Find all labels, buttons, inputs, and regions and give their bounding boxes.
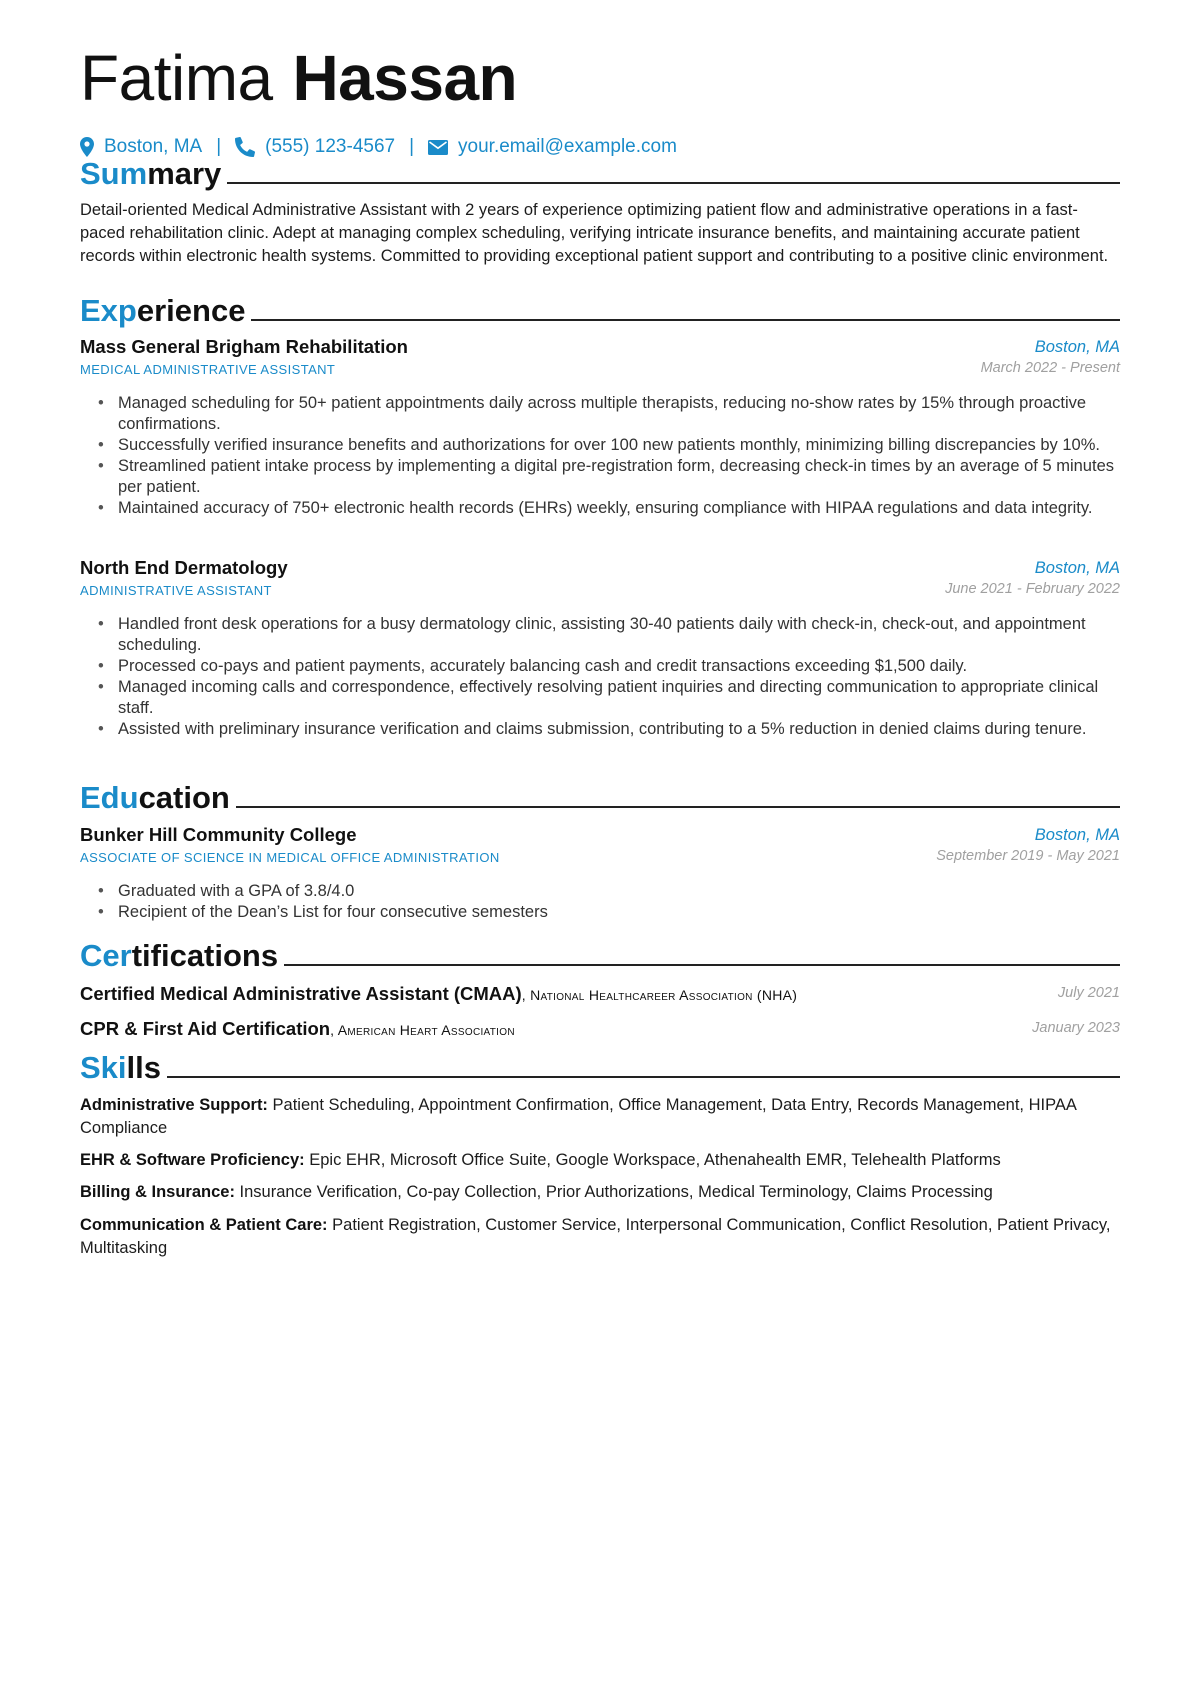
skill-text: Patient Registration, Customer Service, Interpersonal Communication, Conflict Resolution, Patient Privacy, Multitasking <box>80 1216 1111 1257</box>
certification-name: CPR & First Aid Certification <box>80 1018 331 1039</box>
education-bullets <box>104 881 1120 923</box>
last-name: Hassan <box>292 42 518 114</box>
skill-label: Administrative Support: <box>80 1096 268 1114</box>
first-name: Fatima <box>80 42 273 114</box>
job-bullets <box>104 393 1120 519</box>
skill-line <box>80 1149 1120 1172</box>
skill-label: EHR & Software Proficiency: <box>80 1151 305 1169</box>
skill-label: Billing & Insurance: <box>80 1183 235 1201</box>
skill-text: Epic EHR, Microsoft Office Suite, Google Workspace, Athenahealth EMR, Telehealth Platforms <box>309 1151 1001 1169</box>
school-location: Boston, MA <box>1034 826 1120 844</box>
skill-line <box>80 1181 1120 1204</box>
skills-heading: Ski lls <box>80 1050 1120 1086</box>
certification-item: Certified Medical Administrative Assistant (CMAA), National Healthcareer Association (NHA) July 2021 <box>80 983 1120 1004</box>
certification-issuer: American Heart Association <box>337 1022 515 1038</box>
certification-date: January 2023 <box>1032 1020 1120 1036</box>
list-item: • Maintained accuracy of 750+ electronic health records (EHRs) weekly, ensuring compliance with HIPAA regulations and data integrity. <box>104 498 1120 519</box>
list-item: • Streamlined patient intake process by implementing a digital pre-registration form, decreasing check-in times by an average of 5 minutes per patient. <box>104 456 1120 498</box>
skill-label: Communication & Patient Care: <box>80 1216 328 1234</box>
job-role: MEDICAL ADMINISTRATIVE ASSISTANT <box>80 362 336 377</box>
job-dates: June 2021 - February 2022 <box>945 581 1120 597</box>
certifications-heading: Cer tifications <box>80 938 1120 974</box>
school-name: Bunker Hill Community College <box>80 824 357 845</box>
candidate-name <box>80 38 517 119</box>
section-rule <box>227 182 1120 184</box>
list-item: • Managed scheduling for 50+ patient appointments daily across multiple therapists, reducing no-show rates by 15% through proactive confirmations. <box>104 393 1120 435</box>
certification-issuer: National Healthcareer Association (NHA) <box>530 987 798 1003</box>
skill-line <box>80 1214 1120 1260</box>
list-item: • Recipient of the Dean’s List for four consecutive semesters <box>104 902 1120 923</box>
skill-text: Insurance Verification, Co-pay Collection, Prior Authorizations, Medical Terminology, Claims Processing <box>239 1183 993 1201</box>
job-location: Boston, MA <box>1034 559 1120 577</box>
envelope-icon <box>428 140 448 155</box>
phone-icon <box>235 137 255 157</box>
skill-line <box>80 1094 1120 1140</box>
map-pin-icon <box>80 137 94 157</box>
job-location: Boston, MA <box>1034 338 1120 356</box>
section-rule <box>284 964 1120 966</box>
skill-text: Patient Scheduling, Appointment Confirmation, Office Management, Data Entry, Records Management, HIPAA Compliance <box>80 1096 1076 1137</box>
summary-heading: Sum mary <box>80 156 1120 192</box>
section-rule <box>167 1076 1120 1078</box>
degree-name: ASSOCIATE OF SCIENCE IN MEDICAL OFFICE ADMINISTRATION <box>80 850 500 865</box>
list-item: • Processed co-pays and patient payments, accurately balancing cash and credit transactions exceeding $1,500 daily. <box>104 656 1120 677</box>
list-item: • Assisted with preliminary insurance verification and claims submission, contributing to a 5% reduction in denied claims during tenure. <box>104 719 1120 740</box>
phone-text: (555) 123-4567 <box>265 136 396 157</box>
list-item: • Managed incoming calls and correspondence, effectively resolving patient inquiries and directing communication to appropriate clinical staff. <box>104 677 1120 719</box>
contact-phone[interactable] <box>235 136 395 158</box>
job-organization: North End Dermatology <box>80 557 288 578</box>
job-organization: Mass General Brigham Rehabilitation <box>80 336 408 357</box>
certification-date: July 2021 <box>1057 985 1120 1001</box>
job-bullets <box>104 614 1120 740</box>
summary-text: Detail-oriented Medical Administrative Assistant with 2 years of experience optimizing patient flow and administrative operations in a fast-paced rehabilitation clinic. Adept at managing complex scheduling, verifying intricate insurance benefits, and maintaining accurate patient records within electronic health systems. Committed to providing exceptional patient support and contributing to a positive clinic environment. <box>80 201 1109 265</box>
job-dates: March 2022 - Present <box>980 360 1120 376</box>
job-role: ADMINISTRATIVE ASSISTANT <box>80 583 272 598</box>
education-dates: September 2019 - May 2021 <box>936 848 1120 864</box>
contact-separator: | <box>216 136 222 157</box>
certification-name: Certified Medical Administrative Assistant (CMAA) <box>80 983 522 1004</box>
contact-location <box>80 136 202 158</box>
certification-item: CPR & First Aid Certification, American Heart Association January 2023 <box>80 1018 1120 1039</box>
list-item: • Handled front desk operations for a busy dermatology clinic, assisting 30-40 patients daily with check-in, check-out, and appointment scheduling. <box>104 614 1120 656</box>
education-heading: Edu cation <box>80 780 1120 816</box>
location-text: Boston, MA <box>104 136 203 157</box>
list-item: • Graduated with a GPA of 3.8/4.0 <box>104 881 1120 902</box>
contact-email[interactable] <box>428 136 677 158</box>
contact-separator: | <box>409 136 415 157</box>
email-link[interactable]: your.email@example.com <box>458 136 677 157</box>
list-item: • Successfully verified insurance benefits and authorizations for over 100 new patients monthly, minimizing billing discrepancies by 10%. <box>104 435 1120 456</box>
section-rule <box>251 319 1120 321</box>
section-rule <box>236 806 1120 808</box>
experience-heading: Exp erience <box>80 293 1120 329</box>
